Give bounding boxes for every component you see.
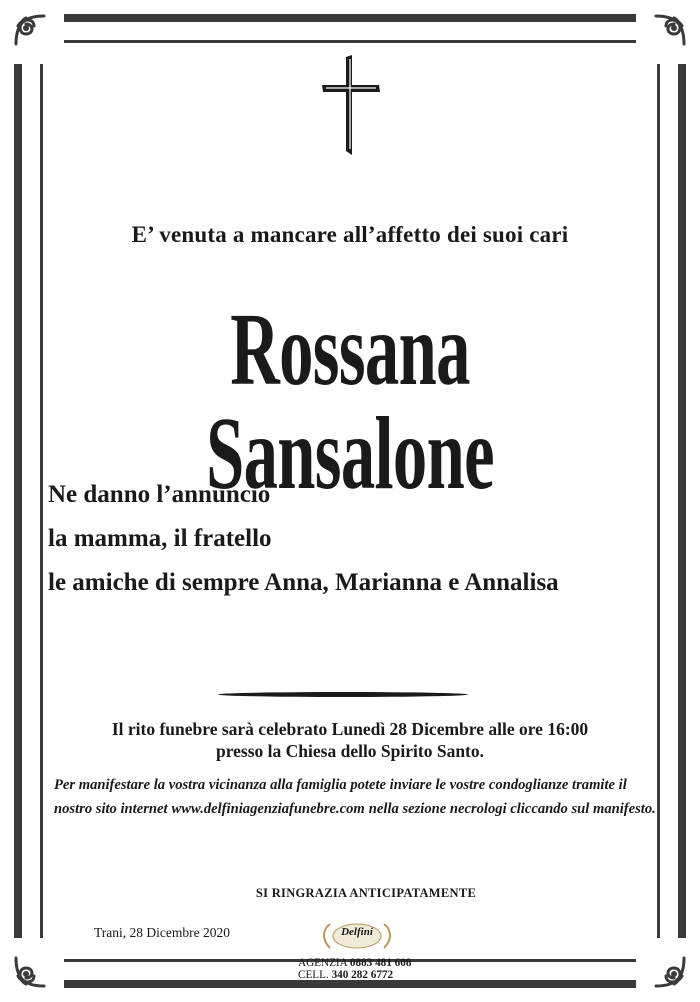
ornamental-corner-icon bbox=[636, 938, 692, 994]
website-link[interactable]: www.delfiniagenziafunebre.com bbox=[171, 801, 365, 817]
latin-cross-icon bbox=[322, 55, 380, 155]
agency-phone-row bbox=[298, 957, 411, 969]
cell-phone-row bbox=[298, 969, 411, 981]
message-text: Per manifestare la vostra vicinanza alla famiglia potete inviare le vostre condoglianze tramite il nostro sito internet bbox=[54, 777, 627, 817]
ornamental-corner-icon bbox=[8, 938, 64, 994]
ornamental-corner-icon bbox=[636, 8, 692, 64]
announcement-line: le amiche di sempre Anna, Marianna e Annalisa bbox=[48, 569, 559, 596]
condolence-message bbox=[54, 773, 664, 821]
ornamental-corner-icon bbox=[8, 8, 64, 64]
dateline: Trani, 28 Dicembre 2020 bbox=[94, 925, 230, 940]
message-text: nella sezione necrologi cliccando sul manifesto. bbox=[368, 801, 656, 817]
agency-label: AGENZIA bbox=[298, 957, 348, 969]
cell-label: CELL. bbox=[298, 969, 329, 981]
agency-logo-text: Delfini bbox=[341, 926, 373, 938]
announcement-list bbox=[48, 478, 559, 610]
divider-line bbox=[218, 692, 468, 697]
rite-line: presso la Chiesa dello Spirito Santo. bbox=[215, 741, 485, 761]
funeral-rite-info bbox=[0, 718, 700, 762]
announcement-line: la mamma, il fratello bbox=[48, 525, 272, 552]
rite-line: Il rito funebre sarà celebrato Lunedì 28 Dicembre alle ore 16:00 bbox=[111, 719, 589, 739]
cell-phone: 340 282 6772 bbox=[331, 969, 394, 981]
announcement-line: Ne danno l’annuncio bbox=[48, 481, 271, 508]
thanks-text: SI RINGRAZIA ANTICIPATAMENTE bbox=[255, 886, 477, 900]
agency-contacts bbox=[298, 957, 411, 981]
deceased-name: Rossana Sansalone bbox=[206, 292, 494, 511]
agency-phone: 0883 481 608 bbox=[349, 957, 412, 969]
intro-text: E’ venuta a mancare all’affetto dei suoi cari bbox=[131, 222, 569, 247]
